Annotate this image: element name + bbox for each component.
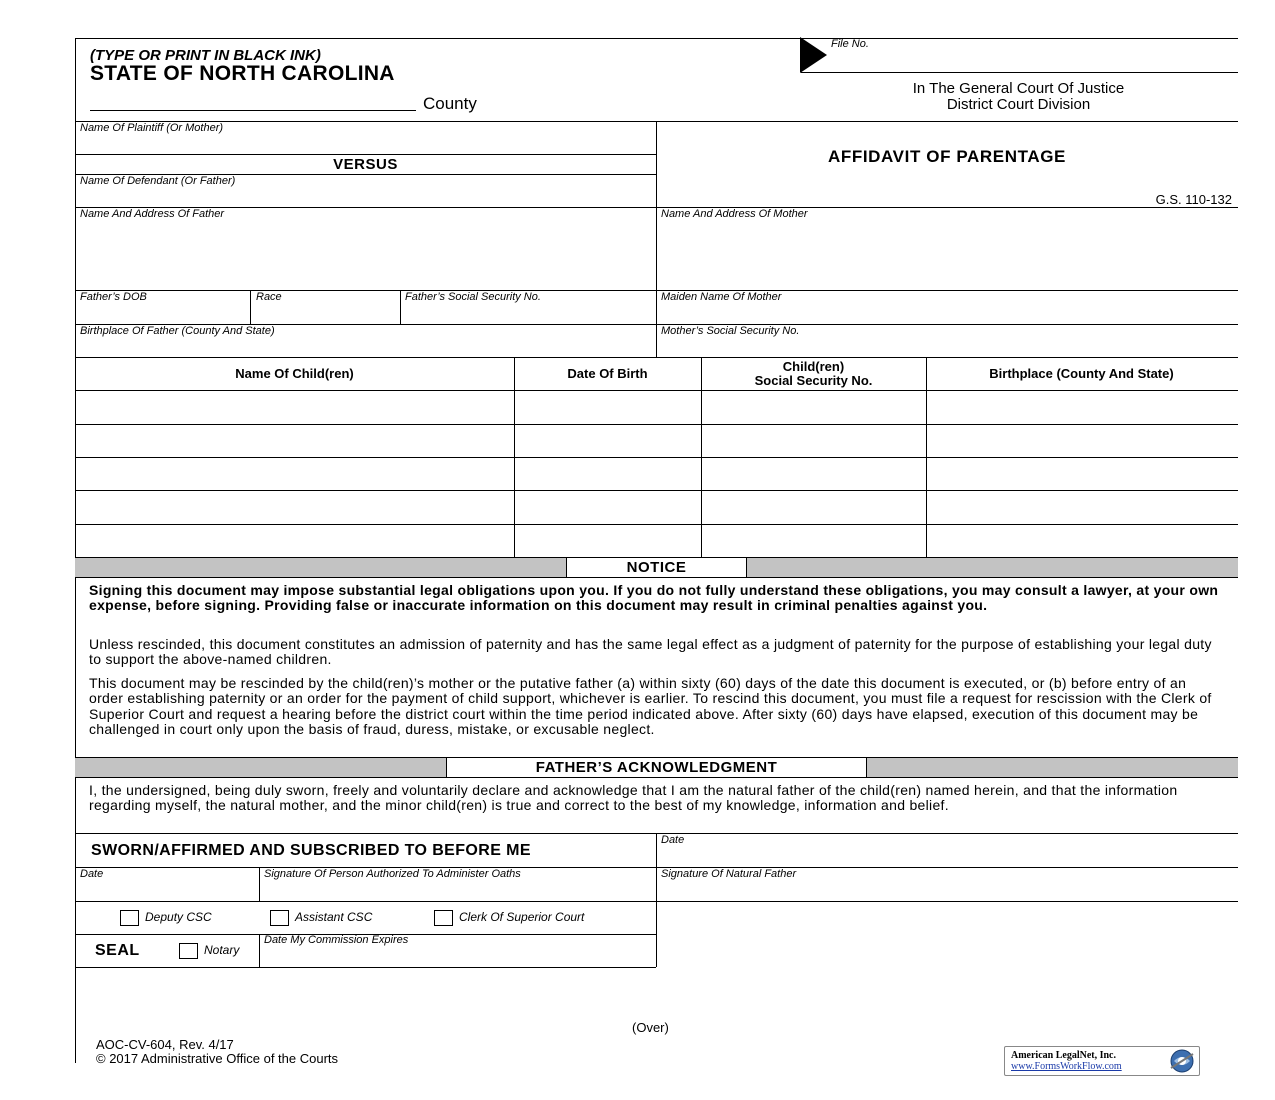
col-header-ssn-line2: Social Security No. xyxy=(754,373,873,388)
sworn-date-label: Date xyxy=(80,868,104,880)
plaintiff-field[interactable] xyxy=(76,136,656,154)
county-input-line[interactable] xyxy=(90,110,416,111)
father-dob-label: Father’s DOB xyxy=(80,291,147,303)
statute-ref: G.S. 110-132 xyxy=(1155,192,1232,207)
top-border xyxy=(75,38,1238,39)
notary-checkbox[interactable] xyxy=(179,943,198,959)
col-header-ssn-line1: Child(ren) xyxy=(782,359,845,374)
notary-label: Notary xyxy=(204,943,240,957)
father-name-address-field[interactable] xyxy=(76,222,656,290)
file-arrow-icon xyxy=(799,37,829,75)
signature-admin-label: Signature Of Person Authorized To Administer Oaths xyxy=(264,868,521,880)
maiden-name-field[interactable] xyxy=(657,305,1237,323)
sworn-date-field[interactable] xyxy=(76,882,258,900)
mother-name-address-label: Name And Address Of Mother xyxy=(661,208,808,220)
plaintiff-label: Name Of Plaintiff (Or Mother) xyxy=(80,122,224,134)
col-header-ssn xyxy=(701,360,926,388)
father-birthplace-label: Birthplace Of Father (County And State) xyxy=(80,325,275,337)
clerk-superior-checkbox[interactable] xyxy=(434,910,453,926)
vendor-url[interactable]: www.FormsWorkFlow.com xyxy=(1011,1061,1122,1072)
mother-ssn-field[interactable] xyxy=(657,339,1237,357)
acknowledgment-text: I, the undersigned, being duly sworn, freely and voluntarily declare and acknowledge that I am the natural father of the child(ren) named herein, and that the information regarding myself, the natural mother, and the minor child(ren) is true and correct to the best of my knowledge, information and belief. xyxy=(89,782,1178,814)
col-header-name: Name Of Child(ren) xyxy=(235,366,354,381)
notice-paragraph-3: This document may be rescinded by the child(ren)’s mother or the putative father (a) within sixty (60) days of the date this document is executed, or (b) before entry of an order establishing paternity or an order for the payment of child support, whichever is earlier. To rescind this document, you must file a request for rescission with the Clerk of Superior Court and request a hearing before the district court within the time period indicated above. After sixty (60) days have elapsed, execution of this document may be challenged in court only upon the basis of fraud, duress, mistake, or excusable neglect. xyxy=(89,675,1212,737)
race-label: Race xyxy=(256,291,282,303)
child-row-3[interactable] xyxy=(76,458,1237,490)
signature-father-label: Signature Of Natural Father xyxy=(661,868,797,880)
copyright: © 2017 Administrative Office of the Courts xyxy=(96,1051,339,1066)
father-date-label: Date xyxy=(661,834,685,846)
child-row-1[interactable] xyxy=(76,391,1237,424)
versus-label: VERSUS xyxy=(333,156,398,173)
children-table-top xyxy=(75,357,1238,358)
form-title: AFFIDAVIT OF PARENTAGE xyxy=(828,147,1066,166)
sworn-bottom-line xyxy=(75,967,656,968)
plaintiff-line xyxy=(75,154,656,155)
mother-ssn-label: Mother’s Social Security No. xyxy=(661,325,800,337)
maiden-name-label: Maiden Name Of Mother xyxy=(661,291,782,303)
deputy-csc-checkbox[interactable] xyxy=(120,910,139,926)
court-name xyxy=(800,81,1237,113)
defendant-label: Name Of Defendant (Or Father) xyxy=(80,175,236,187)
vendor-logo-icon xyxy=(1169,1048,1195,1074)
assistant-csc-label: Assistant CSC xyxy=(295,910,373,924)
notice-paragraph-2: Unless rescinded, this document constitutes an admission of paternity and has the same legal effect as a judgment of paternity for the purpose of establishing your legal duty to support the above-named children. xyxy=(89,636,1212,668)
court-line-2: District Court Division xyxy=(946,96,1091,113)
commission-label: Date My Commission Expires xyxy=(264,934,409,946)
file-no-label: File No. xyxy=(831,38,869,50)
form-number: AOC-CV-604, Rev. 4/17 xyxy=(96,1037,234,1052)
child-row-4[interactable] xyxy=(76,491,1237,524)
child-row-2[interactable] xyxy=(76,425,1237,457)
party-top-line xyxy=(75,207,1238,208)
state-name: STATE OF NORTH CAROLINA xyxy=(90,62,395,85)
clerk-superior-label: Clerk Of Superior Court xyxy=(459,910,585,924)
checkbox-row-line xyxy=(75,901,1238,902)
race-field[interactable] xyxy=(251,305,399,323)
court-line-1: In The General Court Of Justice xyxy=(912,80,1125,97)
file-no-line[interactable] xyxy=(801,72,1238,73)
notice-title: NOTICE xyxy=(566,558,747,577)
father-ssn-field[interactable] xyxy=(401,305,655,323)
sworn-heading: SWORN/AFFIRMED AND SUBSCRIBED TO BEFORE ME xyxy=(91,842,531,859)
col-header-birthplace: Birthplace (County And State) xyxy=(989,366,1174,381)
acknowledgment-title: FATHER’S ACKNOWLEDGMENT xyxy=(446,758,867,777)
mother-name-address-field[interactable] xyxy=(657,222,1237,290)
father-ssn-label: Father’s Social Security No. xyxy=(405,291,541,303)
child-row-5[interactable] xyxy=(76,525,1237,557)
father-date-field[interactable] xyxy=(657,848,1237,866)
signature-row-line xyxy=(75,867,1238,868)
notice-paragraph-1: Signing this document may impose substantial legal obligations upon you. If you do not fully understand these obligations, you may consult a lawyer, at your own expense, before signing. Providing false or inaccurate information on this document may result in criminal penalties against you. xyxy=(89,582,1219,614)
col-header-dob: Date Of Birth xyxy=(567,366,648,381)
defendant-field[interactable] xyxy=(76,189,656,207)
deputy-csc-label: Deputy CSC xyxy=(145,910,212,924)
father-birthplace-field[interactable] xyxy=(76,339,656,357)
father-name-address-label: Name And Address Of Father xyxy=(80,208,225,220)
commission-field[interactable] xyxy=(260,948,655,966)
father-dob-field[interactable] xyxy=(76,305,249,323)
county-label: County xyxy=(423,94,477,113)
signature-father-field[interactable] xyxy=(657,882,1237,900)
vendor-name: American LegalNet, Inc. xyxy=(1011,1050,1116,1061)
vendor-badge[interactable] xyxy=(1004,1046,1200,1076)
assistant-csc-checkbox[interactable] xyxy=(270,910,289,926)
instruction-text: (TYPE OR PRINT IN BLACK INK) xyxy=(90,47,321,64)
signature-admin-field[interactable] xyxy=(260,882,655,900)
seal-label: SEAL xyxy=(95,942,140,959)
over-label: (Over) xyxy=(632,1020,669,1035)
